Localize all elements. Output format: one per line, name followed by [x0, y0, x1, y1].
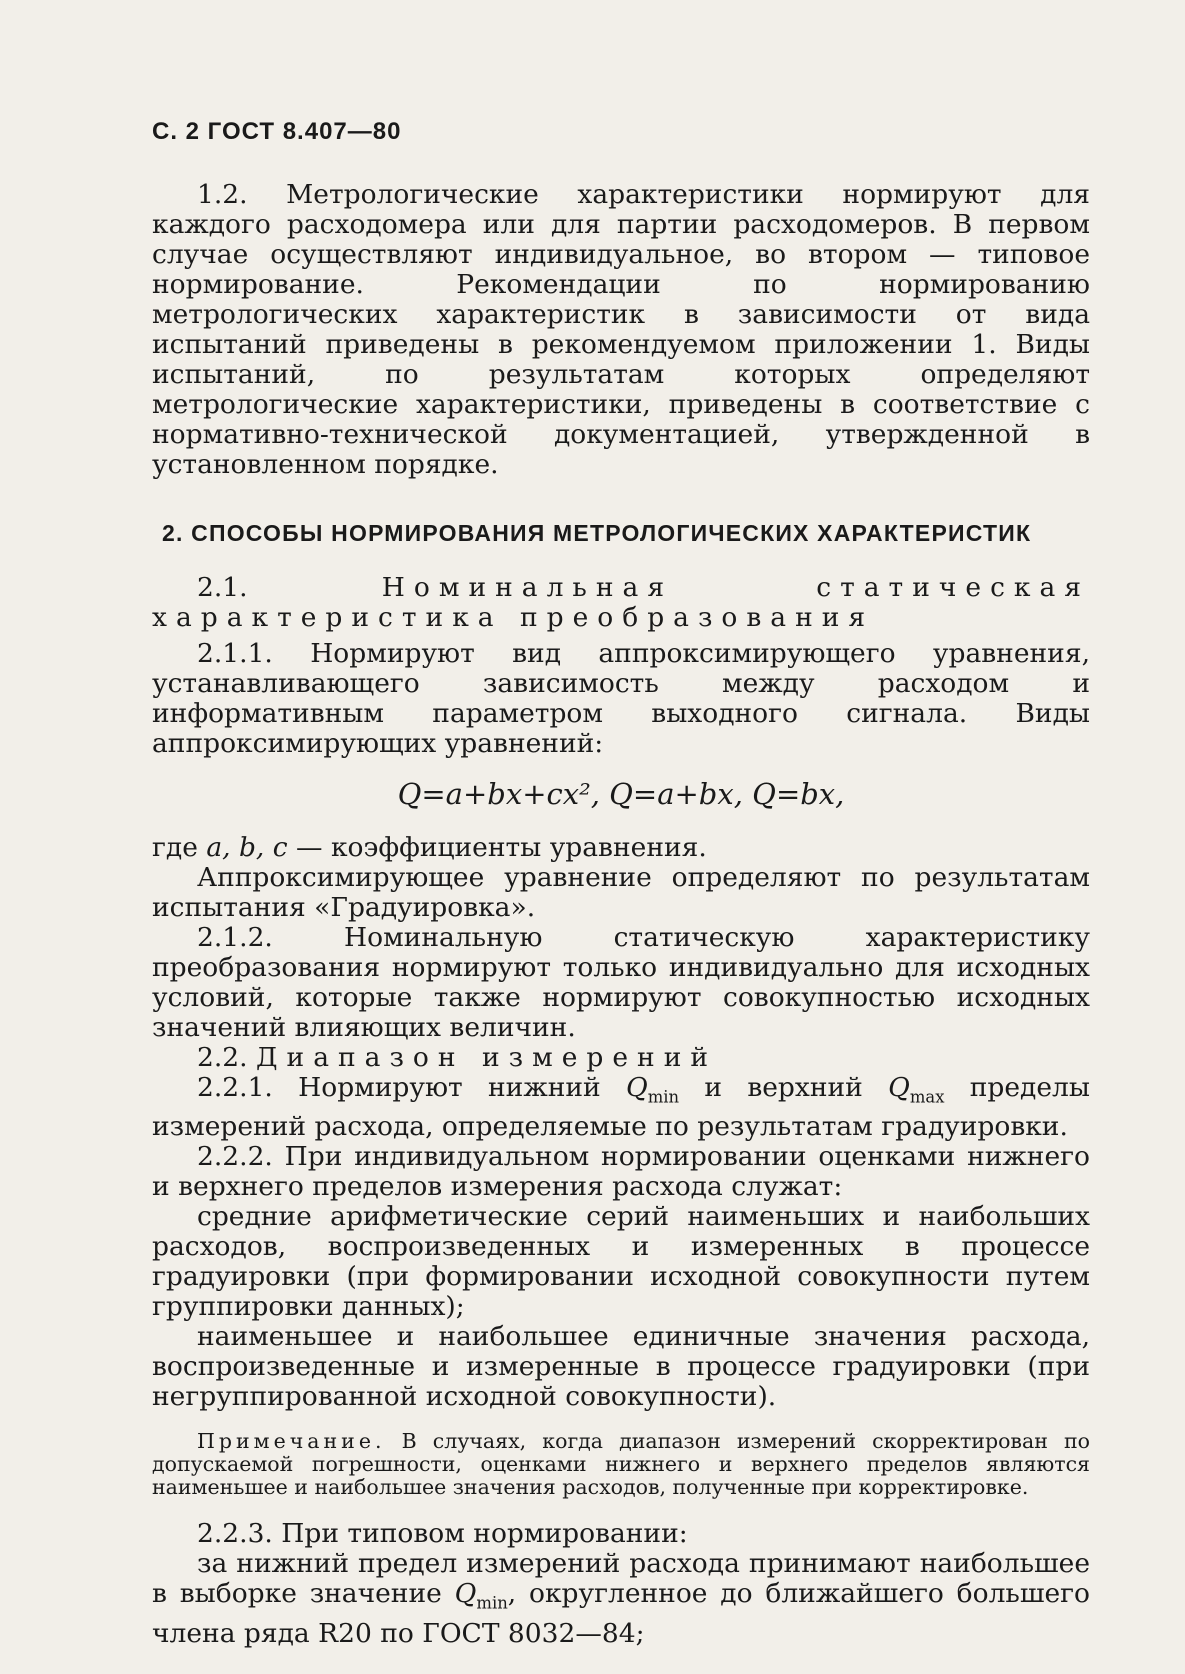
paragraph-approximation: Аппроксимирующее уравнение определяют по результатам испытания «Градуировка». [152, 862, 1090, 923]
q-symbol: Q [454, 1578, 477, 1610]
q-max-subscript: max [909, 1087, 945, 1107]
subsection-2-2-number: 2.2. [197, 1042, 248, 1073]
subsection-2-2-heading [152, 1043, 1090, 1073]
p-2-2-1-part-a: 2.2.1. Нормируют нижний [197, 1072, 626, 1103]
paragraph-single-values: наименьшее и наибольшее единичные значения расхода, воспроизведенные и измеренные в процессе градуировки (при негруппированной исходной совокупности). [152, 1321, 1090, 1413]
where-rest: — коэффициенты уравнения. [287, 832, 707, 863]
subsection-2-1-title: Номинальная статическая характеристика преобразования [152, 572, 1090, 633]
q-symbol: Q [625, 1072, 648, 1103]
note-label: Примечание. [197, 1429, 386, 1454]
subsection-2-2-title: Диапазон измерений [256, 1042, 718, 1073]
p-2-2-1-part-b: и верхний [679, 1072, 889, 1103]
page-header: С. 2 ГОСТ 8.407—80 [152, 118, 402, 145]
note [152, 1430, 1090, 1499]
lower-limit-part-a: за нижний предел измерений расхода принимают наибольшее в выборке значение [152, 1548, 1090, 1610]
paragraph-lower-limit [152, 1549, 1090, 1648]
subsection-2-1-heading [152, 573, 1090, 633]
p-2-2-1-part-c: пределы измерений расхода, определяемые по результатам градуировки. [152, 1072, 1090, 1143]
paragraph-2-1-1: 2.1.1. Нормируют вид аппроксимирующего уравнения, устанавливающего зависимость между расходом и информативным параметром выходного сигнала. Виды аппроксимирующих уравнений: [152, 638, 1090, 759]
where-variables: a, b, c [206, 832, 288, 863]
subsection-2-1-number: 2.1. [197, 572, 248, 603]
paragraph-averages: средние арифметические серий наименьших и наибольших расходов, воспроизведенных и измеренных в процессе градуировки (при формировании исходной совокупности путем группировки данных); [152, 1201, 1090, 1323]
where-prefix: где [152, 832, 207, 863]
q-min-subscript: min [647, 1087, 680, 1107]
paragraph-1-2: 1.2. Метрологические характеристики нормируют для каждого расходомера или для партии расходомеров. В первом случае осуществляют индивидуальное, во втором — типовое нормирование. Рекомендации по нормированию метрологических характеристик в зависимости от вида испытаний приведены в рекомендуемом приложении 1. Виды испытаний, по результатам которых определяют метрологические характеристики, приведены в соответствие с нормативно-технической документацией, утвержденной в установленном порядке. [152, 179, 1090, 480]
paragraph-2-2-1 [152, 1073, 1090, 1142]
paragraph-where [152, 833, 1090, 863]
q-symbol: Q [888, 1072, 910, 1103]
q-min-subscript: min [476, 1593, 508, 1613]
approximation-formula: Q=a+bx+cx², Q=a+bx, Q=bx, [397, 777, 845, 811]
paragraph-2-2-3: 2.2.3. При типовом нормировании: [197, 1518, 688, 1550]
paragraph-2-1-2: 2.1.2. Номинальную статическую характеристику преобразования нормируют только индивидуально для исходных условий, которые также нормируют совокупностью исходных значений влияющих величин. [152, 922, 1090, 1043]
note-text: В случаях, когда диапазон измерений скорректирован по допускаемой погрешности, оценками нижнего и верхнего пределов являются наименьшее и наибольшее значения расходов, полученные при корректировке. [152, 1429, 1090, 1500]
section-2-title: 2. СПОСОБЫ НОРМИРОВАНИЯ МЕТРОЛОГИЧЕСКИХ ХАРАКТЕРИСТИК [162, 520, 1032, 546]
paragraph-2-2-2: 2.2.2. При индивидуальном нормировании оценками нижнего и верхнего пределов измерения расхода служат: [152, 1141, 1090, 1203]
lower-limit-part-b: , округленное до ближайшего большего члена ряда R20 по ГОСТ 8032—84; [152, 1578, 1090, 1649]
